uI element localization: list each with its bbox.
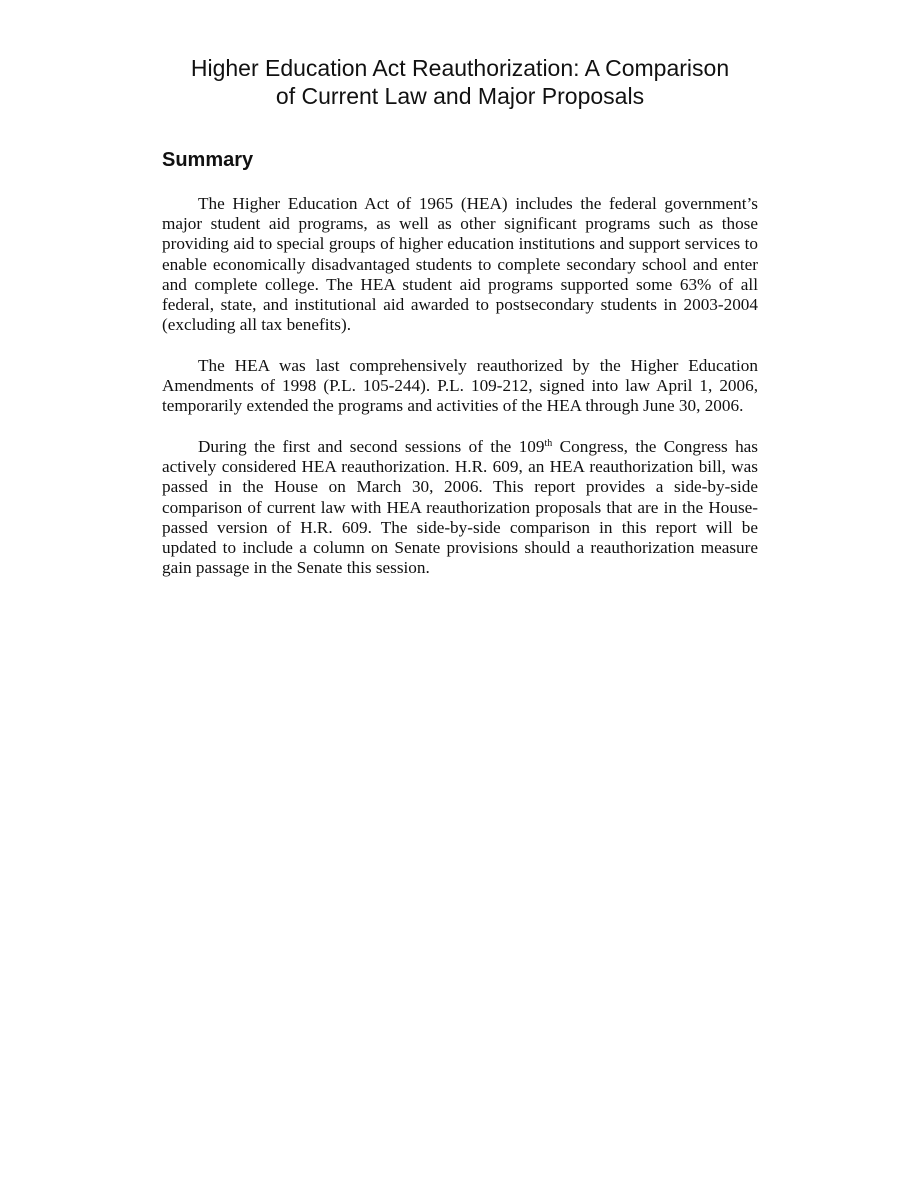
ordinal-superscript: th: [544, 438, 553, 449]
document-title-line-1: Higher Education Act Reauthorization: A Comparison: [190, 55, 730, 81]
paragraph-3-text-end: Congress, the Congress has actively considered HEA reauthorization. H.R. 609, an HEA reauthorization bill, was passed in the House on March 30, 2006. This report provides a side-by-side comparison of current law with HEA reauthorization proposals that are in the House-passed version of H.R. 609. The side-by-side comparison in this report will be updated to include a column on Senate provisions should a reauthorization measure gain passage in the Senate this session.: [162, 437, 758, 578]
summary-paragraph-3: [162, 437, 758, 578]
document-title: [162, 55, 758, 110]
summary-heading: Summary: [162, 149, 254, 171]
paragraph-3-text-start: During the first and second sessions of the 109: [198, 437, 545, 456]
document-title-line-2: of Current Law and Major Proposals: [275, 82, 645, 109]
summary-paragraph-2: The HEA was last comprehensively reauthorized by the Higher Education Amendments of 1998 (P.L. 105-244). P.L. 109-212, signed into law April 1, 2006, temporarily extended the programs and activities of the HEA through June 30, 2006.: [162, 356, 758, 416]
summary-paragraph-1: The Higher Education Act of 1965 (HEA) includes the federal government’s major student aid programs, as well as other significant programs such as those providing aid to special groups of higher education institutions and support services to enable economically disadvantaged students to complete secondary school and enter and complete college. The HEA student aid programs supported some 63% of all federal, state, and institutional aid awarded to postsecondary students in 2003-2004 (excluding all tax benefits).: [162, 194, 758, 335]
